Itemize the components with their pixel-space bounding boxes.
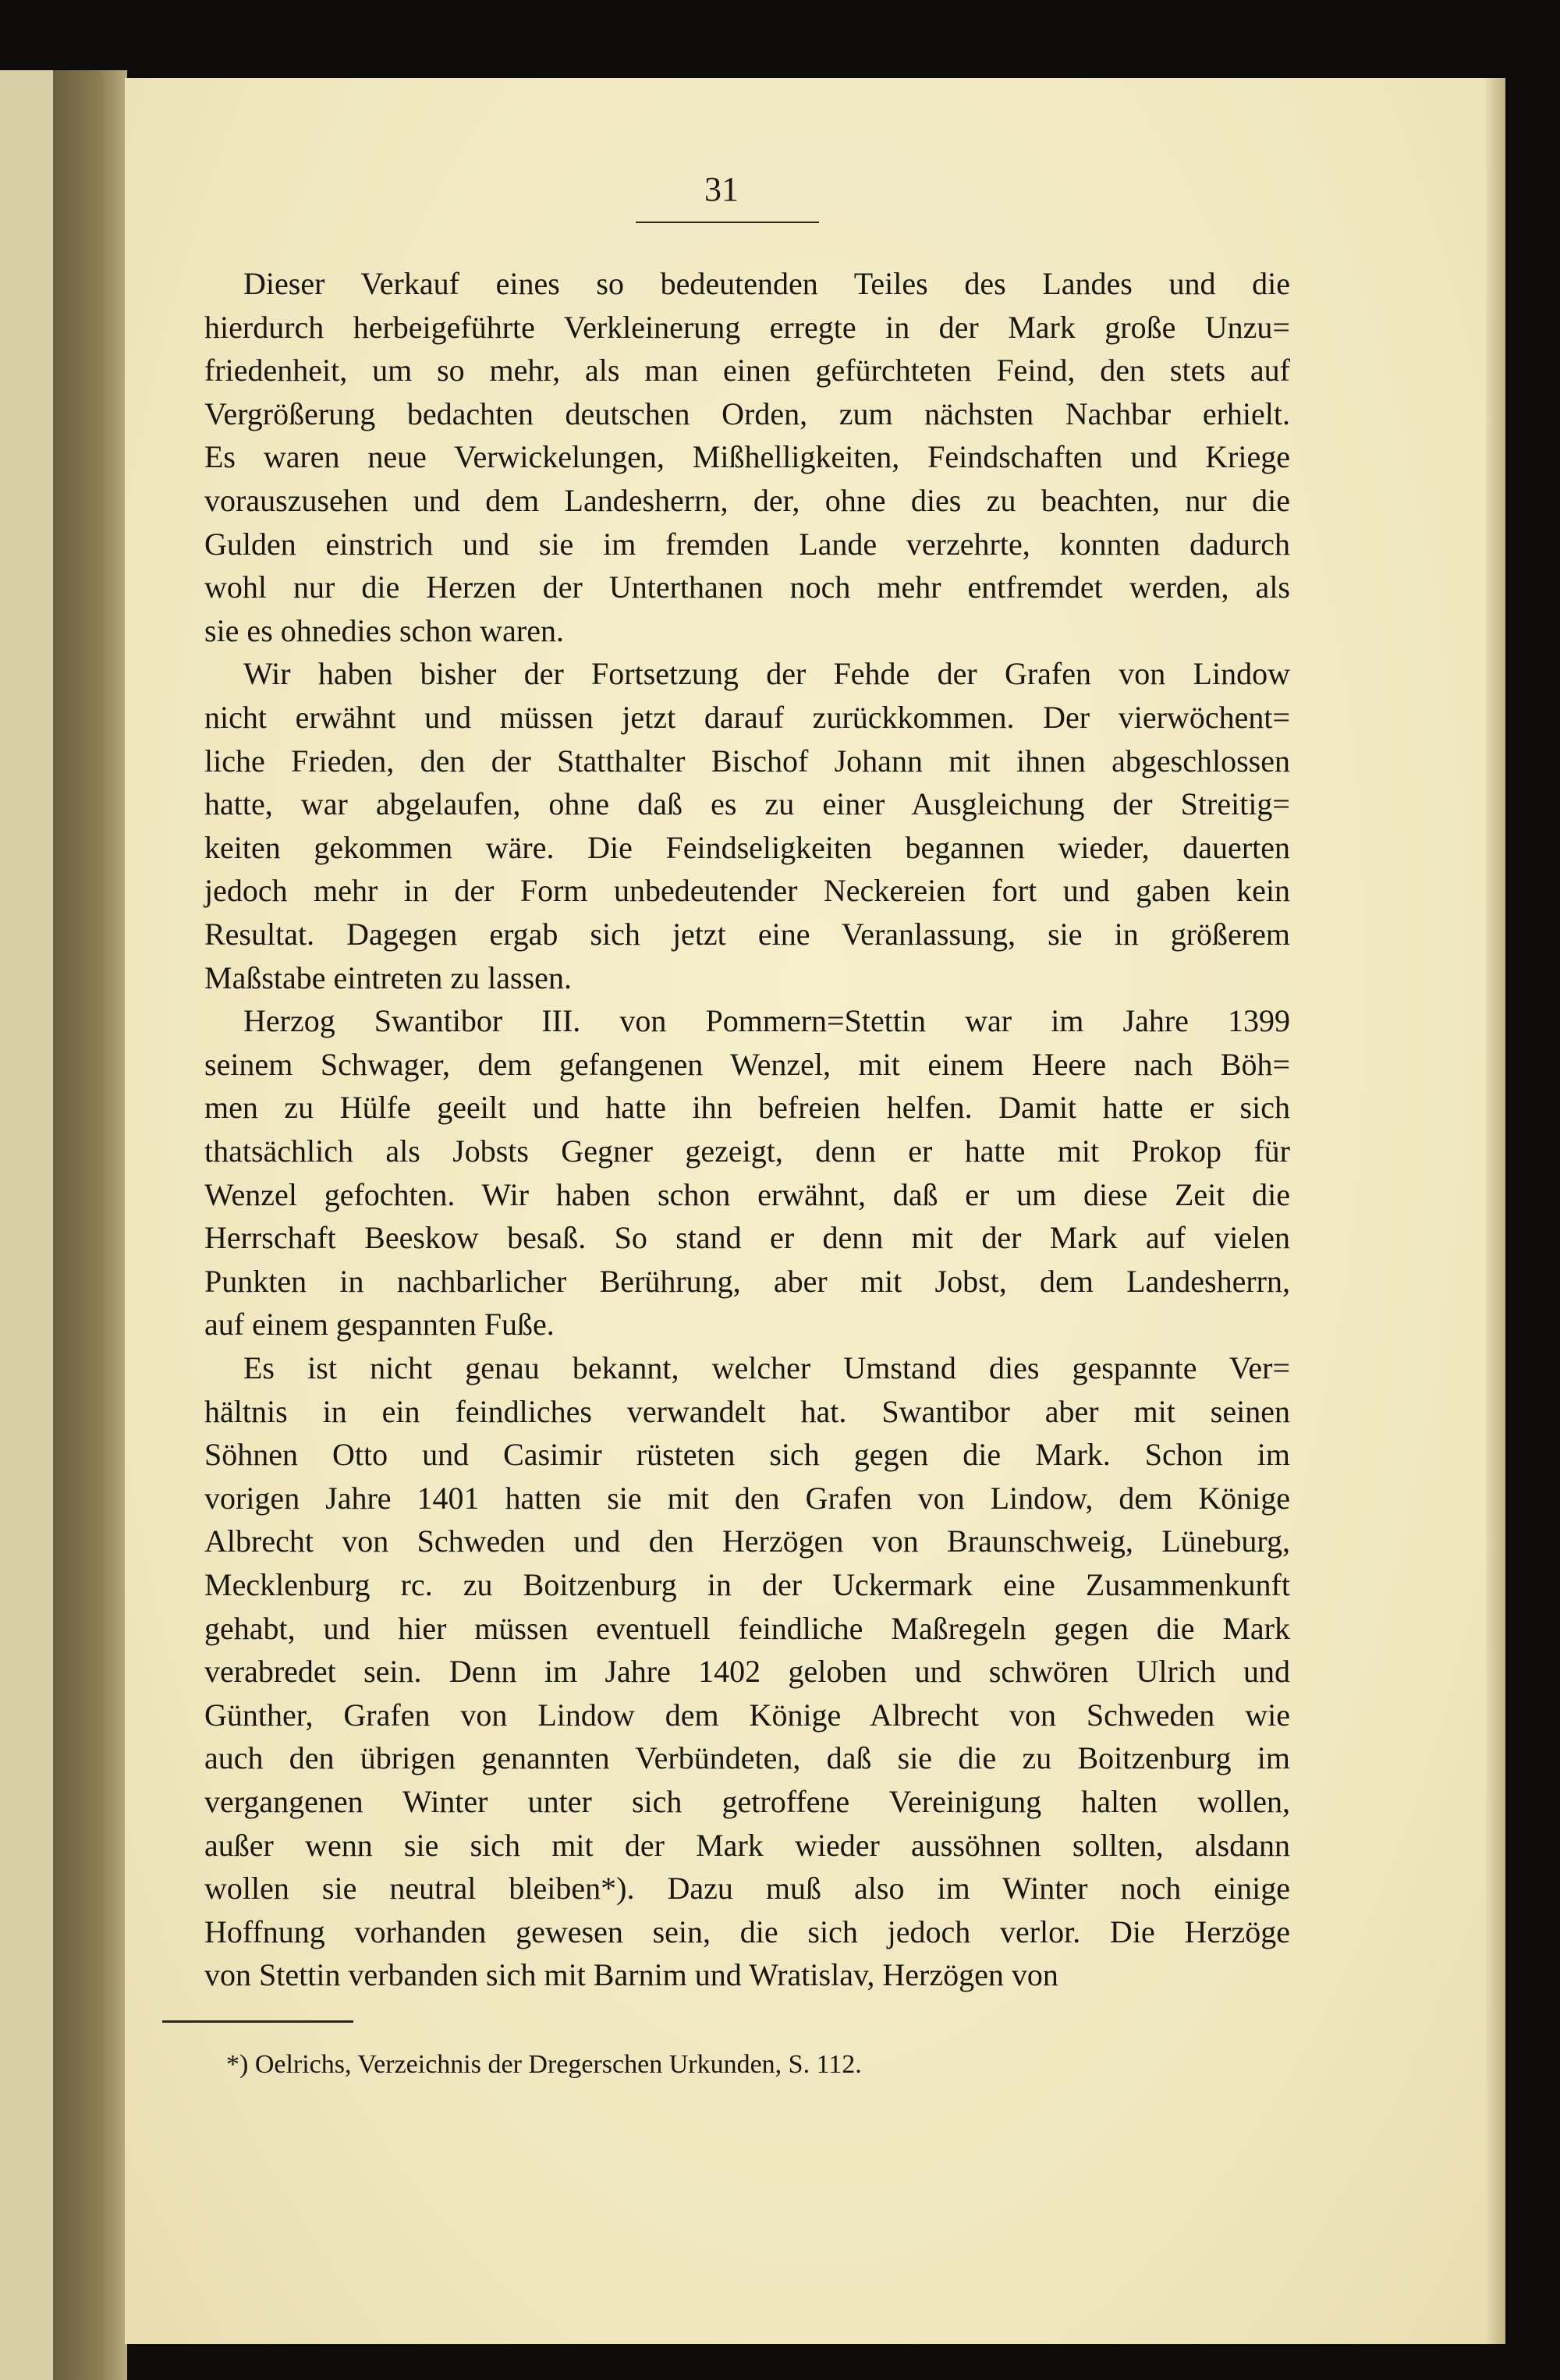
page-edge-shadow: [1486, 78, 1505, 2344]
text-line: Hoffnung vorhanden gewesen sein, die sich jedoch verlor. Die Herzöge: [204, 1914, 1290, 1949]
text-line: Söhnen Otto und Casimir rüsteten sich gegen die Mark. Schon im: [204, 1437, 1290, 1473]
text-line: keiten gekommen wäre. Die Feindseligkeiten begannen wieder, dauerten: [204, 829, 1290, 865]
facing-page-edge: [0, 70, 53, 2380]
book-page: [125, 78, 1505, 2344]
text-line: liche Frieden, den der Statthalter Bischof Johann mit ihnen abgeschlossen: [204, 743, 1290, 779]
footnote: *) Oelrichs, Verzeichnis der Dregerschen Urkunden, S. 112.: [226, 2050, 862, 2079]
page-number-rule: [636, 222, 819, 223]
text-line: Wenzel gefochten. Wir haben schon erwähnt, daß er um diese Zeit die: [204, 1176, 1290, 1212]
text-line: thatsächlich als Jobsts Gegner gezeigt, denn er hatte mit Prokop für: [204, 1133, 1290, 1169]
text-line: men zu Hülfe geeilt und hatte ihn befreien helfen. Damit hatte er sich: [204, 1090, 1290, 1126]
text-line: Gulden einstrich und sie im fremden Lande verzehrte, konnten dadurch: [204, 526, 1290, 562]
text-line: Punkten in nachbarlicher Berührung, aber mit Jobst, dem Landesherrn,: [204, 1263, 1290, 1299]
text-line: gehabt, und hier müssen eventuell feindliche Maßregeln gegen die Mark: [204, 1610, 1290, 1646]
page-number: 31: [704, 170, 739, 208]
text-line: wohl nur die Herzen der Unterthanen noch mehr entfremdet werden, als: [204, 569, 1290, 605]
text-line: seinem Schwager, dem gefangenen Wenzel, mit einem Heere nach Böh=: [204, 1046, 1290, 1082]
text-line: Herrschaft Beeskow besaß. So stand er denn mit der Mark auf vielen: [204, 1220, 1290, 1256]
text-line: Herzog Swantibor III. von Pommern=Stettin war im Jahre 1399: [243, 1003, 1290, 1039]
text-line: friedenheit, um so mehr, als man einen gefürchteten Feind, den stets auf: [204, 353, 1290, 388]
text-line: vorauszusehen und dem Landesherrn, der, ohne dies zu beachten, nur die: [204, 483, 1290, 518]
text-line: auf einem gespannten Fuße.: [204, 1307, 555, 1343]
text-line: Günther, Grafen von Lindow dem Könige Albrecht von Schweden wie: [204, 1697, 1290, 1733]
text-line: hältnis in ein feindliches verwandelt hat. Swantibor aber mit seinen: [204, 1393, 1290, 1429]
text-line: sie es ohnedies schon waren.: [204, 612, 564, 648]
text-line: außer wenn sie sich mit der Mark wieder aussöhnen sollten, alsdann: [204, 1827, 1290, 1863]
text-line: vergangenen Winter unter sich getroffene Vereinigung halten wollen,: [204, 1784, 1290, 1819]
text-line: Resultat. Dagegen ergab sich jetzt eine Veranlassung, sie in größerem: [204, 917, 1290, 952]
text-line: Maßstabe eintreten zu lassen.: [204, 959, 572, 995]
text-line: Wir haben bisher der Fortsetzung der Fehde der Grafen von Lindow: [243, 656, 1290, 692]
text-line: wollen sie neutral bleiben*). Dazu muß also im Winter noch einige: [204, 1871, 1290, 1906]
text-line: Dieser Verkauf eines so bedeutenden Teiles des Landes und die: [243, 266, 1290, 301]
text-line: hierdurch herbeigeführte Verkleinerung erregte in der Mark große Unzu=: [204, 309, 1290, 345]
text-line: verabredet sein. Denn im Jahre 1402 geloben und schwören Ulrich und: [204, 1654, 1290, 1690]
text-line: nicht erwähnt und müssen jetzt darauf zurückkommen. Der vierwöchent=: [204, 700, 1290, 735]
text-line: Es waren neue Verwickelungen, Mißhelligkeiten, Feindschaften und Kriege: [204, 439, 1290, 475]
text-line: hatte, war abgelaufen, ohne daß es zu einer Ausgleichung der Streitig=: [204, 786, 1290, 822]
footnote-rule: [162, 2020, 353, 2023]
text-line: auch den übrigen genannten Verbündeten, daß sie die zu Boitzenburg im: [204, 1740, 1290, 1776]
book-gutter: [53, 70, 127, 2380]
text-line: jedoch mehr in der Form unbedeutender Neckereien fort und gaben kein: [204, 873, 1290, 909]
text-line: von Stettin verbanden sich mit Barnim und Wratislav, Herzögen von: [204, 1957, 1058, 1993]
text-line: Es ist nicht genau bekannt, welcher Umstand dies gespannte Ver=: [243, 1350, 1290, 1385]
text-line: vorigen Jahre 1401 hatten sie mit den Grafen von Lindow, dem Könige: [204, 1480, 1290, 1516]
text-line: Vergrößerung bedachten deutschen Orden, zum nächsten Nachbar erhielt.: [204, 395, 1290, 431]
text-line: Albrecht von Schweden und den Herzögen von Braunschweig, Lüneburg,: [204, 1523, 1290, 1559]
text-line: Mecklenburg rc. zu Boitzenburg in der Uckermark eine Zusammenkunft: [204, 1567, 1290, 1602]
